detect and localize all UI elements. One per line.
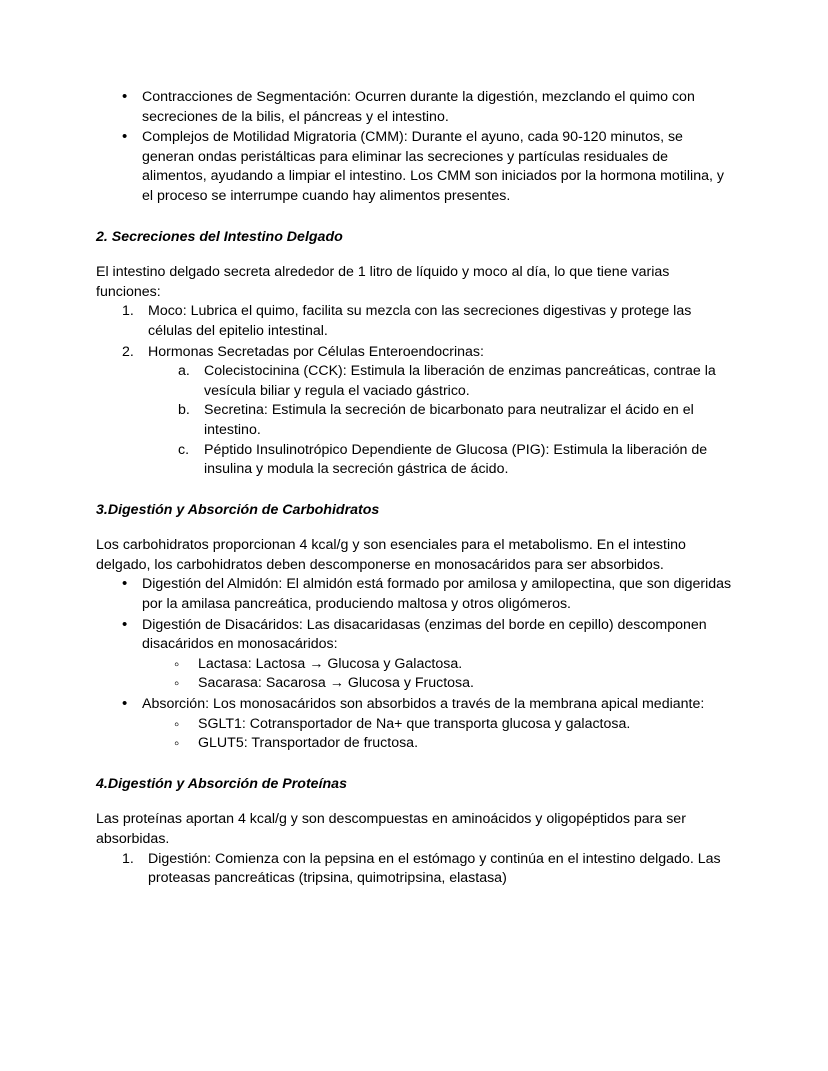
list-item-text: Hormonas Secretadas por Células Enteroendocrinas:	[148, 343, 484, 360]
paragraph-carbohidratos-intro: Los carbohidratos proporcionan 4 kcal/g y son esenciales para el metabolismo. En el intestino delgado, los carbohidratos deben descomponerse en monosacáridos para ser absorbidos.	[96, 537, 686, 573]
paragraph-secreciones-intro: El intestino delgado secreta alrededor de 1 litro de líquido y moco al día, lo que tiene varias funciones:	[96, 264, 670, 300]
bullet-list-motilidad	[96, 88, 732, 207]
list-item	[148, 441, 732, 480]
section-heading-proteinas: 4.Digestión y Absorción de Proteínas	[96, 775, 347, 792]
circle-sublist-absorcion	[142, 715, 732, 754]
paragraph-proteinas-intro: Las proteínas aportan 4 kcal/g y son descompuestas en aminoácidos y oligopéptidos para ser absorbidas.	[96, 811, 686, 847]
numbered-list-proteinas	[96, 850, 732, 889]
list-item	[96, 616, 732, 694]
list-item	[142, 655, 732, 675]
list-item-text: Digestión de Disacáridos: Las disacaridasas (enzimas del borde en cepillo) descomponen disacáridos en monosacáridos:	[142, 616, 707, 653]
list-item	[142, 734, 732, 754]
list-item	[96, 343, 732, 480]
spacer	[96, 208, 732, 228]
list-item	[96, 575, 732, 614]
list-item	[96, 695, 732, 754]
spacer	[96, 247, 732, 263]
spacer	[96, 794, 732, 810]
list-item-text: Complejos de Motilidad Migratoria (CMM): Durante el ayuno, cada 90-120 minutos, se generan ondas peristálticas para eliminar las secreciones y partículas residuales de alimentos, ayudando a limpiar el intestino. Los CMM son iniciados por la hormona motilina, y el proceso se interrumpe cuando hay alimentos presentes.	[142, 129, 724, 204]
list-item-text: Colecistocinina (CCK): Estimula la liberación de enzimas pancreáticas, contrae la vesícula biliar y regula el vaciado gástrico.	[204, 363, 716, 399]
list-item	[96, 88, 732, 127]
list-item	[96, 302, 732, 341]
list-item-text: Péptido Insulinotrópico Dependiente de Glucosa (PIG): Estimula la liberación de insulina y modula la secreción gástrica de ácido.	[204, 441, 708, 478]
spacer	[96, 481, 732, 501]
list-item-text: Secretina: Estimula la secreción de bicarbonato para neutralizar el ácido en el intestino.	[204, 402, 694, 438]
list-item-text: Contracciones de Segmentación: Ocurren durante la digestión, mezclando el quimo con secreciones de la bilis, el páncreas y el intestino.	[142, 89, 695, 125]
bullet-list-carbohidratos	[96, 575, 732, 753]
list-item	[142, 715, 732, 735]
list-item-text: GLUT5: Transportador de fructosa.	[198, 735, 419, 752]
section-heading-carbohidratos: 3.Digestión y Absorción de Carbohidratos	[96, 501, 380, 518]
list-item	[142, 674, 732, 694]
list-item-text: Digestión del Almidón: El almidón está formado por amilosa y amilopectina, que son digeridas por la amilasa pancreática, produciendo maltosa y otros oligómeros.	[142, 576, 732, 613]
circle-sublist-disacaridos	[142, 655, 732, 694]
spacer	[96, 520, 732, 536]
list-item-text: Moco: Lubrica el quimo, facilita su mezcla con las secreciones digestivas y protege las células del epitelio intestinal.	[148, 303, 692, 339]
spacer	[96, 755, 732, 775]
list-item	[148, 401, 732, 440]
list-item-text: SGLT1: Cotransportador de Na+ que transporta glucosa y galactosa.	[198, 715, 631, 732]
numbered-list-secreciones	[96, 302, 732, 479]
list-item	[96, 850, 732, 889]
list-item	[96, 128, 732, 206]
document-body	[96, 88, 732, 889]
lettered-sublist-hormonas	[148, 362, 732, 480]
list-item	[148, 362, 732, 401]
list-item-text: Absorción: Los monosacáridos son absorbidos a través de la membrana apical mediante:	[142, 696, 705, 713]
list-item-text: Sacarasa: Sacarosa → Glucosa y Fructosa.	[198, 675, 474, 692]
section-heading-secreciones: 2. Secreciones del Intestino Delgado	[96, 228, 343, 245]
list-item-text: Digestión: Comienza con la pepsina en el estómago y continúa en el intestino delgado. Las proteasas pancreáticas (tripsina, quimotripsina, elastasa)	[148, 850, 721, 887]
list-item-text: Lactasa: Lactosa → Glucosa y Galactosa.	[198, 655, 463, 672]
